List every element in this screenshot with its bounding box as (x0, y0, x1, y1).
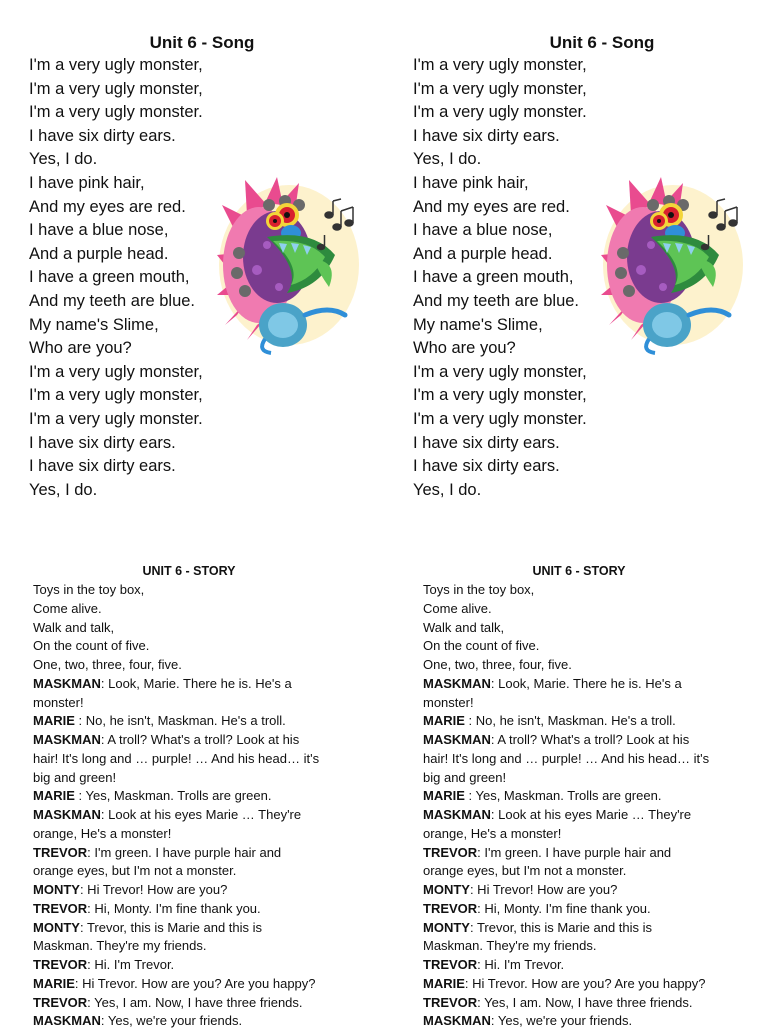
song-line: And my teeth are blue. (413, 291, 580, 310)
story-line-text: : Trevor, this is Marie and this is (469, 919, 653, 935)
story-speaker: TREVOR (33, 844, 88, 860)
story-line (423, 994, 748, 1013)
story-line (33, 806, 358, 825)
story-line (423, 937, 748, 956)
story-speaker: MASKMAN (423, 675, 491, 691)
right-sheet (384, 0, 768, 1029)
story-line (33, 769, 358, 788)
story-line (423, 806, 748, 825)
song-line: I have a blue nose, (29, 221, 169, 240)
song-line: Yes, I do. (413, 150, 482, 169)
story-line (33, 862, 358, 881)
story-line-text: : Yes, I am. Now, I have three friends. (87, 994, 303, 1010)
story-line (423, 675, 748, 694)
story-line-text: : I'm green. I have purple hair and (477, 844, 672, 860)
song-line: I'm a very ugly monster, (413, 386, 587, 405)
story-line (423, 862, 748, 881)
story-speaker: MASKMAN (423, 807, 491, 822)
song-line: Yes, I do. (29, 480, 98, 499)
story-line (423, 881, 748, 900)
story-speaker: MARIE (423, 713, 465, 729)
story-line-text: : Yes, we're your friends. (490, 1013, 633, 1029)
song-line: I'm a very ugly monster. (29, 409, 203, 428)
story-line-text: : Hi, Monty. I'm fine thank you. (477, 900, 651, 916)
story-line (33, 937, 358, 956)
song-line: I have six dirty ears. (29, 126, 176, 145)
story-line-text: orange eyes, but I'm not a monster. (423, 863, 627, 879)
story-line-text: : Look at his eyes Marie … They're (100, 807, 302, 822)
story-line (33, 675, 358, 694)
story-line-text: big and green! (33, 769, 117, 785)
story-line-text: Toys in the toy box, (33, 582, 145, 597)
song-lyrics (413, 54, 587, 502)
song-line: I'm a very ugly monster, (29, 362, 203, 381)
song-line: I'm a very ugly monster, (29, 386, 203, 405)
story-speaker: MONTY (33, 882, 80, 897)
story-line (33, 825, 358, 844)
story-line (33, 600, 358, 619)
story-line-text: : Look, Marie. There he is. He's a (490, 675, 682, 691)
story-line (423, 825, 748, 844)
story-line (423, 656, 748, 675)
story-line-text: Toys in the toy box, (423, 582, 535, 597)
story-line (33, 975, 358, 994)
story-text (33, 581, 358, 1031)
story-line-text: : Hi Trevor! How are you? (469, 882, 618, 897)
story-title: UNIT 6 - STORY (142, 564, 236, 578)
story-line-text: : Hi. I'm Trevor. (477, 957, 565, 972)
story-line (423, 769, 748, 788)
singing-monster-icon (217, 175, 363, 357)
song-line: And my teeth are blue. (29, 291, 196, 310)
song-line: Yes, I do. (413, 480, 482, 499)
song-line: I have six dirty ears. (29, 433, 176, 452)
song-line: I have pink hair, (29, 173, 145, 192)
story-speaker: TREVOR (33, 900, 88, 916)
song-line: Who are you? (413, 339, 516, 358)
song-line: I have six dirty ears. (413, 433, 560, 452)
story-line (33, 900, 358, 919)
story-speaker: MARIE (33, 713, 75, 729)
story-speaker: MASKMAN (423, 1013, 491, 1029)
story-speaker: TREVOR (423, 900, 478, 916)
song-title: Unit 6 - Song (149, 33, 255, 52)
story-line-text: On the count of five. (33, 638, 150, 654)
song-line: Who are you? (29, 339, 132, 358)
story-line (33, 731, 358, 750)
story-line-text: orange eyes, but I'm not a monster. (33, 863, 237, 879)
story-line-text: : Hi, Monty. I'm fine thank you. (87, 900, 261, 916)
story-speaker: MONTY (423, 919, 470, 935)
story-line-text: Walk and talk, (33, 619, 115, 635)
story-speaker: TREVOR (423, 994, 478, 1010)
story-line-text: : Look at his eyes Marie … They're (490, 807, 692, 822)
story-line (423, 637, 748, 656)
song-line: And a purple head. (413, 244, 553, 263)
song-line: My name's Slime, (29, 315, 159, 334)
song-line: I'm a very ugly monster, (29, 79, 203, 98)
story-speaker: MASKMAN (33, 1013, 101, 1029)
story-line (423, 750, 748, 769)
story-line (33, 750, 358, 769)
song-line: I have six dirty ears. (29, 457, 176, 476)
story-line-text: hair! It's long and … purple! … And his head… it's (33, 750, 320, 766)
song-line: I'm a very ugly monster. (413, 103, 587, 122)
story-line (423, 619, 748, 638)
story-line (33, 956, 358, 975)
story-line (33, 881, 358, 900)
song-line: I have a green mouth, (29, 268, 190, 287)
story-line-text: Maskman. They're my friends. (33, 938, 207, 954)
story-speaker: TREVOR (423, 957, 478, 972)
story-line (423, 975, 748, 994)
story-line (33, 712, 358, 731)
story-line-text: : Yes, we're your friends. (100, 1013, 243, 1029)
story-line (33, 919, 358, 938)
song-line: And my eyes are red. (413, 197, 570, 216)
song-line: I have a green mouth, (413, 268, 574, 287)
story-line-text: : A troll? What's a troll? Look at his (100, 732, 300, 747)
singing-monster-icon (601, 175, 747, 357)
story-line (423, 956, 748, 975)
song-line: I'm a very ugly monster. (29, 103, 203, 122)
story-line-text: : A troll? What's a troll? Look at his (490, 732, 690, 747)
story-line-text: : Yes, I am. Now, I have three friends. (477, 994, 693, 1010)
story-line-text: orange, He's a monster! (33, 825, 172, 841)
story-line-text: One, two, three, four, five. (33, 657, 182, 672)
story-line (33, 656, 358, 675)
song-line: I have a blue nose, (413, 221, 553, 240)
song-line: And a purple head. (29, 244, 169, 263)
story-speaker: MARIE (423, 975, 465, 991)
song-line: I'm a very ugly monster, (413, 56, 587, 74)
story-speaker: TREVOR (33, 994, 88, 1010)
story-line (423, 712, 748, 731)
story-speaker: MONTY (33, 919, 80, 935)
story-line-text: On the count of five. (423, 638, 540, 654)
story-line-text: One, two, three, four, five. (423, 657, 572, 672)
story-speaker: MASKMAN (33, 675, 101, 691)
story-line (423, 1012, 748, 1031)
song-title: Unit 6 - Song (549, 33, 655, 52)
story-line (423, 787, 748, 806)
story-speaker: MASKMAN (33, 732, 101, 747)
story-line-text: : No, he isn't, Maskman. He's a troll. (74, 713, 286, 729)
story-line-text: Come alive. (33, 600, 102, 616)
song-lyrics (29, 54, 203, 502)
song-line: I have six dirty ears. (413, 126, 560, 145)
story-line (33, 1012, 358, 1031)
story-line-text: Maskman. They're my friends. (423, 938, 597, 954)
story-line (33, 694, 358, 713)
story-speaker: MARIE (423, 788, 465, 804)
song-line: I have pink hair, (413, 173, 529, 192)
song-line: I'm a very ugly monster, (413, 79, 587, 98)
story-line-text: hair! It's long and … purple! … And his head… it's (423, 750, 710, 766)
story-line-text: monster! (33, 694, 84, 710)
story-speaker: TREVOR (423, 844, 478, 860)
story-line (33, 994, 358, 1013)
story-line (423, 844, 748, 863)
story-line-text: big and green! (423, 769, 507, 785)
left-sheet (0, 0, 384, 1029)
story-line-text: : Trevor, this is Marie and this is (79, 919, 263, 935)
story-speaker: MARIE (33, 975, 75, 991)
story-speaker: MASKMAN (423, 732, 491, 747)
story-line-text: : Hi Trevor. How are you? Are you happy? (464, 975, 706, 991)
story-line (423, 600, 748, 619)
story-line-text: : Hi. I'm Trevor. (87, 957, 175, 972)
story-line-text: : I'm green. I have purple hair and (87, 844, 282, 860)
story-line (423, 581, 748, 600)
story-line (33, 581, 358, 600)
story-line-text: : No, he isn't, Maskman. He's a troll. (464, 713, 676, 729)
song-line: I'm a very ugly monster, (29, 56, 203, 74)
story-line (423, 694, 748, 713)
story-speaker: TREVOR (33, 957, 88, 972)
story-line (423, 900, 748, 919)
story-speaker: MARIE (33, 788, 75, 804)
story-speaker: MASKMAN (33, 807, 101, 822)
story-line (33, 619, 358, 638)
song-line: I have six dirty ears. (413, 457, 560, 476)
story-title: UNIT 6 - STORY (532, 564, 626, 578)
story-line (423, 919, 748, 938)
song-line: I'm a very ugly monster, (413, 362, 587, 381)
story-line (33, 637, 358, 656)
story-line-text: orange, He's a monster! (423, 825, 562, 841)
story-line-text: Walk and talk, (423, 619, 505, 635)
song-line: My name's Slime, (413, 315, 543, 334)
song-line: I'm a very ugly monster. (413, 409, 587, 428)
story-line (33, 787, 358, 806)
story-line (423, 731, 748, 750)
story-line-text: : Yes, Maskman. Trolls are green. (74, 788, 272, 804)
story-line-text: : Yes, Maskman. Trolls are green. (464, 788, 662, 804)
song-line: And my eyes are red. (29, 197, 186, 216)
story-line-text: : Hi Trevor. How are you? Are you happy? (74, 975, 316, 991)
song-line: Yes, I do. (29, 150, 98, 169)
story-line-text: Come alive. (423, 600, 492, 616)
story-speaker: MONTY (423, 882, 470, 897)
story-line-text: : Look, Marie. There he is. He's a (100, 675, 292, 691)
story-line-text: monster! (423, 694, 474, 710)
story-text (423, 581, 748, 1031)
story-line-text: : Hi Trevor! How are you? (79, 882, 228, 897)
story-line (33, 844, 358, 863)
